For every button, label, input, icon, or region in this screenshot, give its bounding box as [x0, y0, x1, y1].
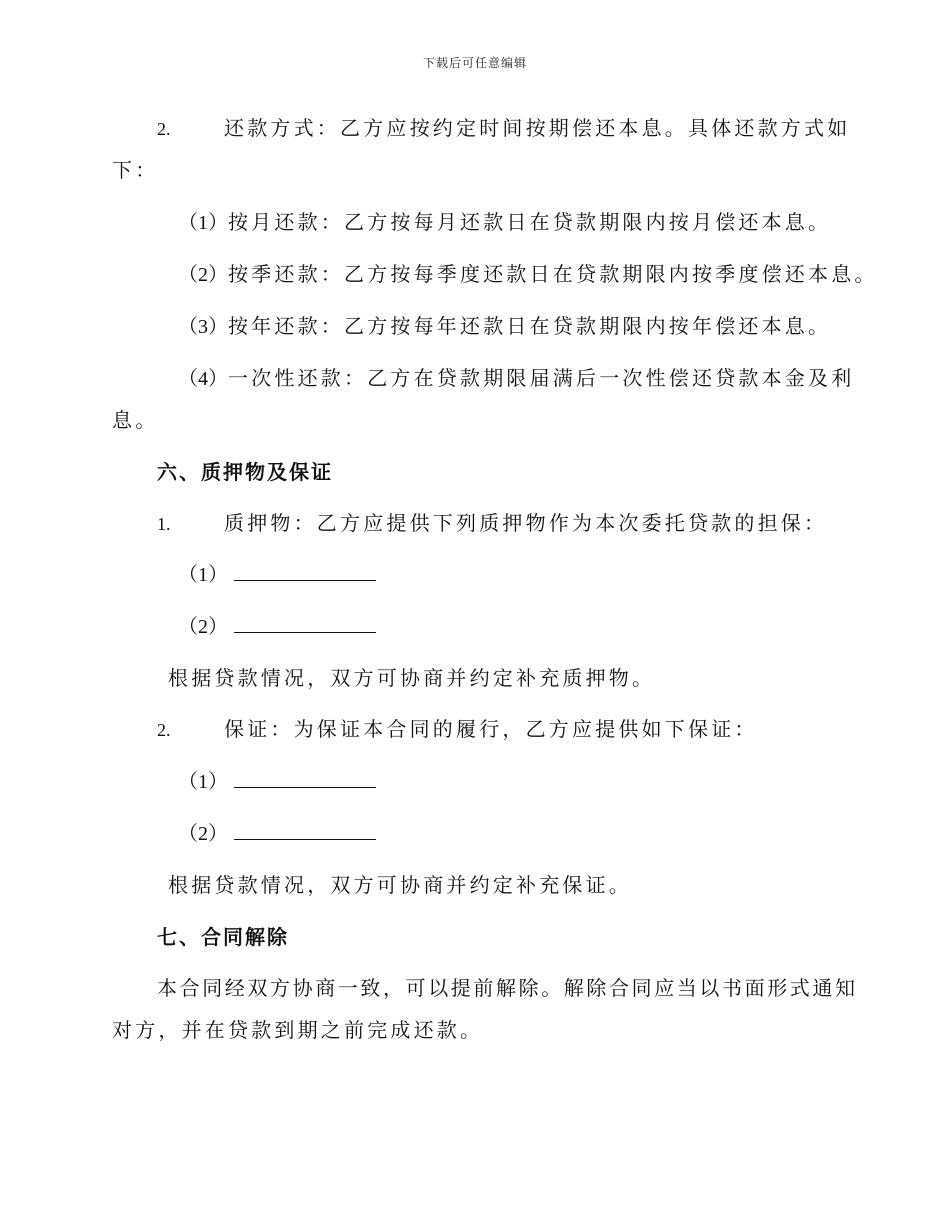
option-text: 按月还款：乙方按每月还款日在贷款期限内按月偿还本息。 — [228, 210, 832, 234]
pledge-note: 根据贷款情况，双方可协商并约定补充质押物。 — [168, 666, 656, 690]
option-text: 按季还款：乙方按每季度还款日在贷款期限内按季度偿还本息。 — [228, 262, 878, 286]
item-number: 2. — [157, 720, 171, 740]
pledge-text: 质押物：乙方应提供下列质押物作为本次委托贷款的担保： — [224, 511, 828, 535]
fill-in-line — [234, 560, 376, 581]
option-label: （3） — [178, 316, 228, 338]
repayment-option-4-line2: 息。 — [112, 408, 159, 432]
guarantee-text: 保证：为保证本合同的履行，乙方应提供如下保证： — [224, 717, 758, 741]
section-title-termination: 七、合同解除 — [157, 925, 289, 949]
item-number: 1. — [157, 514, 171, 534]
termination-para-line1: 本合同经双方协商一致，可以提前解除。解除合同应当以书面形式通知 — [157, 976, 858, 1000]
option-label: （4） — [178, 368, 228, 390]
page-header: 下载后可任意编辑 — [422, 56, 527, 70]
blank-label: （1） — [178, 564, 228, 586]
option-text: 一次性还款：乙方在贷款期限届满后一次性偿还贷款本金及利 — [228, 366, 855, 390]
blank-label: （2） — [178, 616, 228, 638]
option-label: （2） — [178, 264, 228, 286]
blank-label: （1） — [178, 771, 228, 793]
guarantee-note: 根据贷款情况，双方可协商并约定补充保证。 — [168, 873, 632, 897]
repayment-option-1 — [178, 208, 831, 237]
blank-label: （2） — [178, 823, 228, 845]
item-number: 2. — [157, 119, 171, 139]
guarantee-blank-1 — [178, 767, 376, 796]
fill-in-line — [234, 819, 376, 840]
guarantee-blank-2 — [178, 819, 376, 848]
pledge-blank-1 — [178, 560, 376, 589]
termination-para-line2: 对方，并在贷款到期之前完成还款。 — [112, 1018, 484, 1042]
repayment-method-line1: 还款方式：乙方应按约定时间按期偿还本息。具体还款方式如 — [224, 116, 851, 140]
repayment-method-line2: 下： — [112, 158, 159, 182]
repayment-option-2 — [178, 260, 878, 289]
fill-in-line — [234, 767, 376, 788]
option-label: （1） — [178, 212, 228, 234]
repayment-option-3 — [178, 312, 831, 341]
fill-in-line — [234, 612, 376, 633]
pledge-blank-2 — [178, 612, 376, 641]
repayment-option-4 — [178, 364, 854, 393]
option-text: 按年还款：乙方按每年还款日在贷款期限内按年偿还本息。 — [228, 314, 832, 338]
section-title-pledge: 六、质押物及保证 — [157, 460, 333, 484]
